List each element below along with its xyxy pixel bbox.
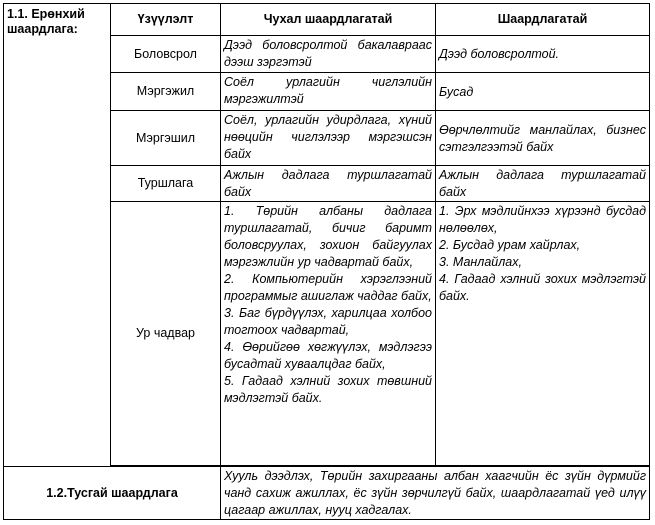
section-special-text: Хууль дээдлэх, Төрийн захиргааны албан хаагчийн ёс зүйн дүрмийг чанд сахиж ажиллах, ёс зүйн зөрчилгүй байх, шаардлагатай үед илүү цагаар ажиллах, нууц хадгалах. (221, 467, 650, 520)
skills-desired-item: 4. Гадаад хэлний зохих мэдлэгтэй байх. (439, 272, 646, 303)
criteria-skills: Ур чадвар (111, 202, 221, 466)
skills-desired-list (436, 202, 650, 466)
skills-required-item: 5. Гадаад хэлний зохих төвшний мэдлэгтэй байх. (224, 374, 432, 405)
skills-desired-item: 3. Манлайлах, (439, 255, 522, 269)
skills-desired-item: 2. Бусдад урам хайрлах, (439, 238, 581, 252)
education-desired: Дээд боловсролтой. (436, 36, 650, 73)
education-required: Дээд боловсролтой бакалавраас дээш зэргэтэй (221, 36, 436, 73)
skills-desired-item: 1. Эрх мэдлийнхээ хүрээнд бусдад нөлөөлөх, (439, 204, 646, 235)
section-general-label: 1.1. Ерөнхий шаардлага: (4, 4, 111, 467)
section-special-label: 1.2.Тусгай шаардлага (4, 467, 221, 520)
skills-required-item: 1. Төрийн албаны дадлага туршлагатай, бичиг баримт боловсруулах, зохион байгуулах мэргэжлийн ур чадвартай байх, (224, 204, 432, 269)
specialization-required: Соёл, урлагийн удирдлага, хүний нөөцийн чиглэлээр мэргэшсэн байх (221, 111, 436, 166)
header-criteria: Үзүүлэлт (111, 4, 221, 36)
requirements-table (3, 3, 650, 520)
criteria-profession: Мэргэжил (111, 73, 221, 111)
skills-required-list (221, 202, 436, 466)
skills-required-item: 4. Өөрийгөө хөгжүүлэх, мэдлэгээ бусадтай хуваалцдаг байх, (224, 340, 432, 371)
criteria-education: Боловсрол (111, 36, 221, 73)
criteria-experience: Туршлага (111, 166, 221, 202)
profession-desired: Бусад (436, 73, 650, 111)
skills-required-item: 3. Баг бүрдүүлэх, харилцаа холбоо тогтоох чадвартай, (224, 306, 432, 337)
experience-required: Ажлын дадлага туршлагатай байх (221, 166, 436, 202)
profession-required: Соёл урлагийн чиглэлийн мэргэжилтэй (221, 73, 436, 111)
header-desired: Шаардлагатай (436, 4, 650, 36)
experience-desired: Ажлын дадлага туршлагатай байх (436, 166, 650, 202)
skills-required-item: 2. Компьютерийн хэрэглээний программыг ашиглаж чаддаг байх, (224, 272, 432, 303)
specialization-desired: Өөрчлөлтийг манлайлах, бизнес сэтгэлгээтэй байх (436, 111, 650, 166)
header-required: Чухал шаардлагатай (221, 4, 436, 36)
criteria-specialization: Мэргэшил (111, 111, 221, 166)
